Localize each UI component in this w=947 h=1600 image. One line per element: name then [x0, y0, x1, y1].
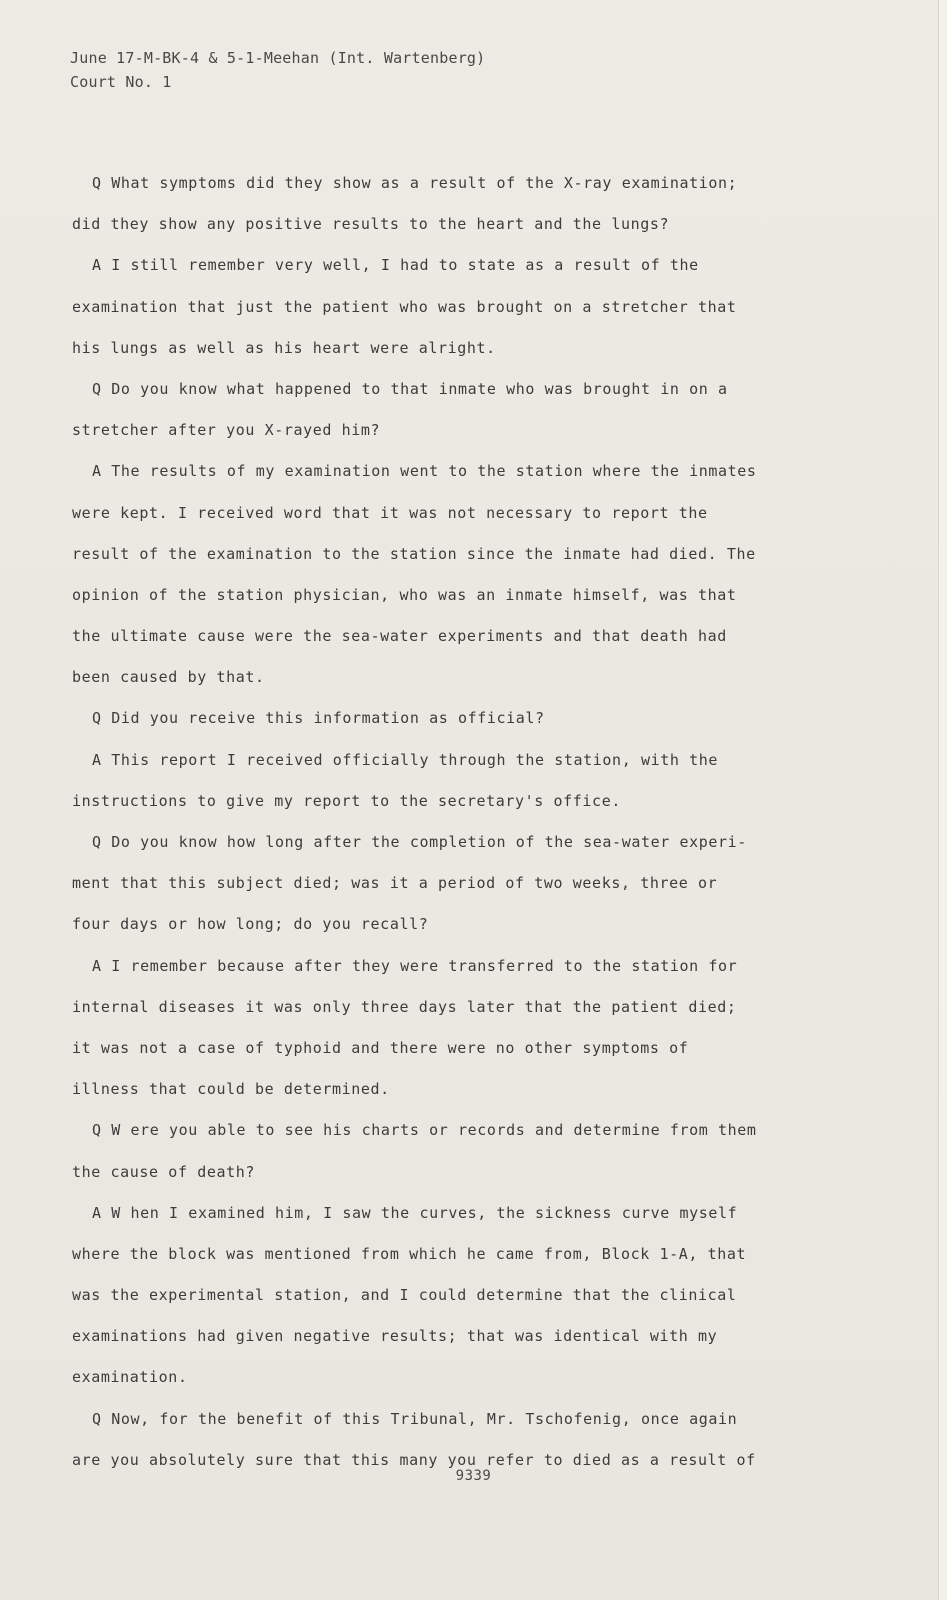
transcript-line: examination.: [72, 1368, 188, 1387]
transcript-line: where the block was mentioned from which he came from, Block 1-A, that: [72, 1244, 747, 1263]
transcript-line: A The results of my examination went to the station where the inmates: [92, 462, 757, 481]
transcript-line: internal diseases it was only three days later that the patient died;: [72, 997, 737, 1016]
transcript-line: A I still remember very well, I had to state as a result of the: [92, 256, 699, 275]
transcript-line: Q Did you receive this information as official?: [92, 709, 545, 728]
transcript-line: result of the examination to the station since the inmate had died. The: [72, 544, 756, 563]
transcript-line: four days or how long; do you recall?: [72, 915, 429, 934]
transcript-line: did they show any positive results to the heart and the lungs?: [72, 215, 670, 234]
transcript-line: A W hen I examined him, I saw the curves, the sickness curve myself: [92, 1203, 738, 1222]
transcript-line: instructions to give my report to the secretary's office.: [72, 791, 621, 810]
transcript-line: it was not a case of typhoid and there were no other symptoms of: [72, 1038, 689, 1057]
transcript-body: [72, 163, 832, 1481]
transcript-line: were kept. I received word that it was not necessary to report the: [72, 503, 708, 522]
transcript-line: the cause of death?: [72, 1162, 255, 1181]
transcript-line: been caused by that.: [72, 668, 265, 687]
transcript-line: the ultimate cause were the sea-water experiments and that death had: [72, 627, 727, 646]
transcript-line: Q W ere you able to see his charts or records and determine from them: [92, 1121, 757, 1140]
transcript-line: Q Do you know what happened to that inmate who was brought in on a: [92, 379, 728, 398]
transcript-line: opinion of the station physician, who was an inmate himself, was that: [72, 585, 737, 604]
page-edge: [938, 0, 947, 1600]
transcript-line: ment that this subject died; was it a period of two weeks, three or: [72, 874, 718, 893]
header-line-court: Court No. 1: [70, 73, 172, 91]
transcript-line: are you absolutely sure that this many you refer to died as a result of: [72, 1450, 756, 1469]
transcript-line: A This report I received officially through the station, with the: [92, 750, 718, 769]
transcript-line: Q Do you know how long after the completion of the sea-water experi-: [92, 833, 747, 851]
transcript-line: Q Now, for the benefit of this Tribunal, Mr. Tschofenig, once again: [92, 1409, 738, 1428]
transcript-line: illness that could be determined.: [72, 1080, 390, 1099]
transcript-line: Q What symptoms did they show as a result of the X-ray examination;: [92, 174, 738, 192]
transcript-line: examinations had given negative results; that was identical with my: [72, 1327, 718, 1346]
transcript-line: A I remember because after they were transferred to the station for: [92, 956, 738, 975]
document-header: [70, 46, 485, 94]
transcript-line: examination that just the patient who was brought on a stretcher that: [72, 297, 737, 316]
header-line-case: June 17-M-BK-4 & 5-1-Meehan (Int. Wartenberg): [70, 49, 486, 67]
transcript-line: was the experimental station, and I could determine that the clinical: [72, 1286, 737, 1305]
transcript-line: stretcher after you X-rayed him?: [72, 421, 381, 440]
page-number: 9339: [455, 1468, 492, 1484]
transcript-line: his lungs as well as his heart were alright.: [72, 338, 496, 357]
